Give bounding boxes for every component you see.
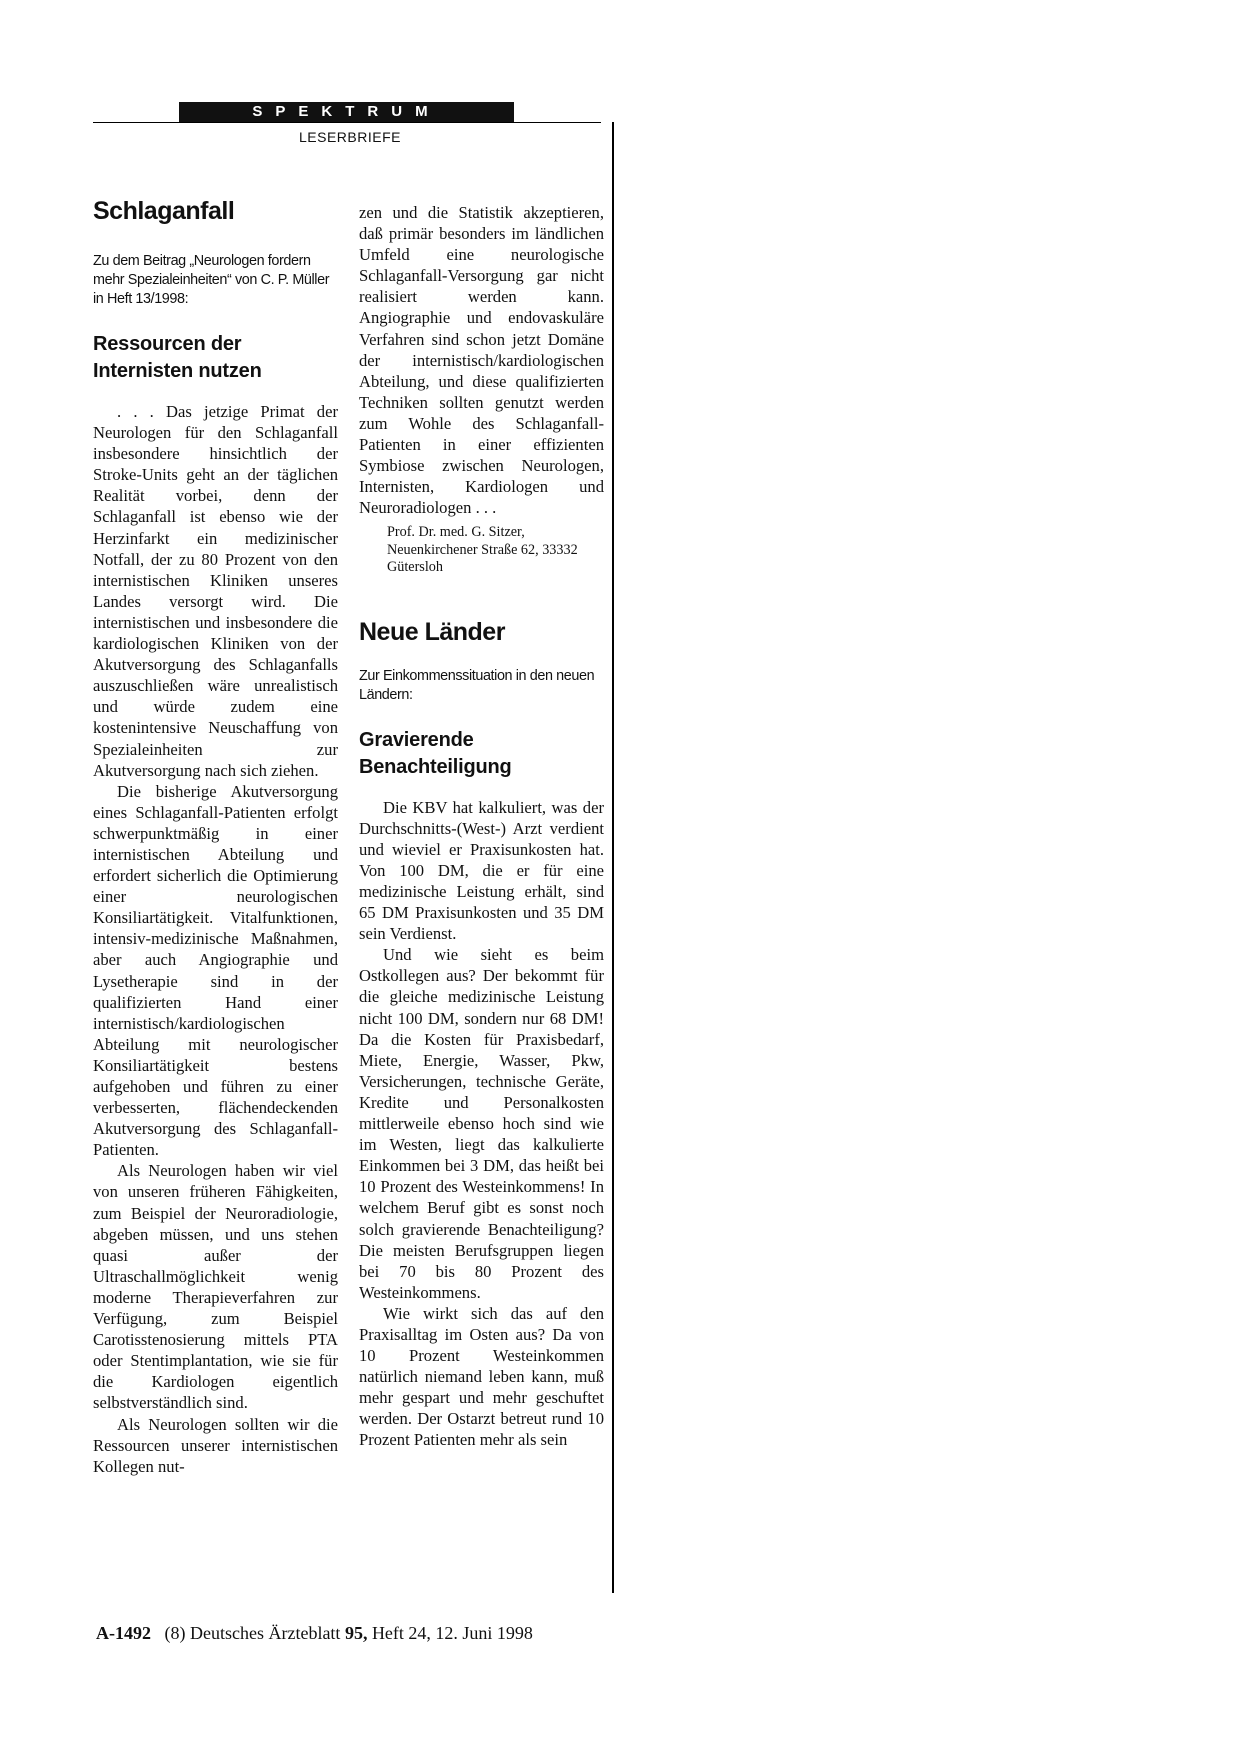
spacer — [359, 577, 604, 617]
letter2-intro: Zur Einkommenssituation in den neuen Ländern: — [359, 667, 595, 703]
letter1-paragraph: Als Neurologen sollten wir die Ressourcen unserer internistischen Kollegen nut- — [93, 1414, 338, 1476]
letter1-paragraph-continued: zen und die Statistik akzeptieren, daß primär besonders im ländlichen Umfeld eine neurologische Schlaganfall-Versorgung gar nicht realisiert werden kann. Angiographie und endovaskuläre Verfahren sind schon jetzt Domäne der internistisch/kardiologischen Abteilung, und diese qualifizierten Techniken sollten genutzt werden zum Wohle des Schlaganfall-Patienten in einer effizienten Symbiose zwischen Neurologen, Internisten, Kardiologen und Neuroradiologen . . . — [359, 203, 604, 518]
column-divider — [612, 122, 614, 1593]
letter1-paragraph: . . . Das jetzige Primat der Neurologen für den Schlaganfall insbesondere hinsichtlich der Stroke-Units geht an der täglichen Realität vorbei, denn der Schlaganfall ist ebenso wie der Herzinfarkt ein medizinischer Notfall, der zu 80 Prozent von den internistischen Kliniken unseres Landes versorgt wird. Die internistischen und insbesondere die kardiologischen Kliniken von der Akutversorgung des Schlaganfalls auszuschließen wäre unrealistisch und würde zudem eine kostenintensive Neuschaffung von Spezialeinheiten zur Akutversorgung nach sich ziehen. — [93, 402, 338, 780]
section-banner: SPEKTRUM — [179, 102, 514, 122]
letter2-headline: Gravierende Benachteiligung — [359, 728, 512, 778]
letter1-headline: Ressourcen der Internisten nutzen — [93, 333, 262, 382]
letter2-topic: Neue Länder — [359, 617, 505, 646]
footer-page: A-1492 — [96, 1623, 151, 1643]
page-footer — [96, 1623, 533, 1644]
right-column — [359, 202, 604, 1451]
letter2-paragraph: Wie wirkt sich das auf den Praxisalltag im Osten aus? Da von 10 Prozent Westeinkommen natürlich niemand leben kann, muß mehr gespart und mehr geschuftet werden. Der Ostarzt betreut rund 10 Prozent Patienten mehr als sein — [359, 1303, 604, 1450]
letter2-paragraph: Und wie sieht es beim Ostkollegen aus? Der bekommt für die gleiche medizinische Leistung nicht 100 DM, sondern nur 68 DM! Da die Kosten für Praxisbedarf, Miete, Energie, Wasser, Pkw, Versicherungen, technische Geräte, Kredite und Personalkosten mittlerweile ebenso hoch sind wie im Westen, liegt das kalkulierte Einkommen bei 3 DM, das heißt bei 10 Prozent des Westeinkommens! In welchem Beruf gibt es sonst noch solch gravierende Benachteiligung? Die meisten Berufsgruppen liegen bei 70 bis 80 Prozent des Westeinkommens. — [359, 945, 604, 1302]
footer-journal: (8) Deutsches Ärzteblatt — [164, 1623, 341, 1643]
footer-volume: 95, — [344, 1623, 368, 1643]
letter2-paragraph: Die KBV hat kalkuliert, was der Durchschnitts-(West-) Arzt verdient und wieviel er Praxisunkosten hat. Von 100 DM, die er für eine medizinische Leistung erhält, sind 65 DM Praxisunkosten und 35 DM sein Verdienst. — [359, 797, 604, 944]
letter1-paragraph: Die bisherige Akutversorgung eines Schlaganfall-Patienten erfolgt schwerpunktmäßig in einer internistischen Abteilung und erfordert sicherlich die Optimierung einer neurologischen Konsiliartätigkeit. Vitalfunktionen, intensiv-medizinische Maßnahmen, aber auch Angiographie und Lysetherapie sind in der qualifizierten Hand einer internistisch/kardiologischen Abteilung mit neurologischer Konsiliartätigkeit bestens aufgehoben und führen zu einer verbesserten, flächendeckenden Akutversorgung des Schlaganfall-Patienten. — [93, 781, 338, 1160]
left-column — [93, 196, 338, 1477]
letter1-intro: Zu dem Beitrag „Neurologen fordern mehr Spezialeinheiten“ von C. P. Müller in Heft 13/1998: — [93, 253, 330, 307]
header-rule — [93, 122, 601, 123]
footer-issue: Heft 24, 12. Juni 1998 — [371, 1623, 533, 1643]
section-subtitle: LESERBRIEFE — [299, 129, 401, 145]
letter1-topic: Schlaganfall — [93, 197, 235, 225]
letter1-signature: Prof. Dr. med. G. Sitzer, Neuenkirchener Straße 62, 33332 Gütersloh — [387, 524, 578, 576]
letter1-paragraph: Als Neurologen haben wir viel von unseren früheren Fähigkeiten, zum Beispiel der Neuroradiologie, abgeben müssen, und uns stehen quasi außer der Ultraschallmöglichkeit wenig moderne Therapieverfahren zur Verfügung, zum Beispiel Carotisstenosierung mittels PTA oder Stentimplantation, wie sie für die Kardiologen eigentlich selbstverständlich sind. — [93, 1161, 338, 1413]
